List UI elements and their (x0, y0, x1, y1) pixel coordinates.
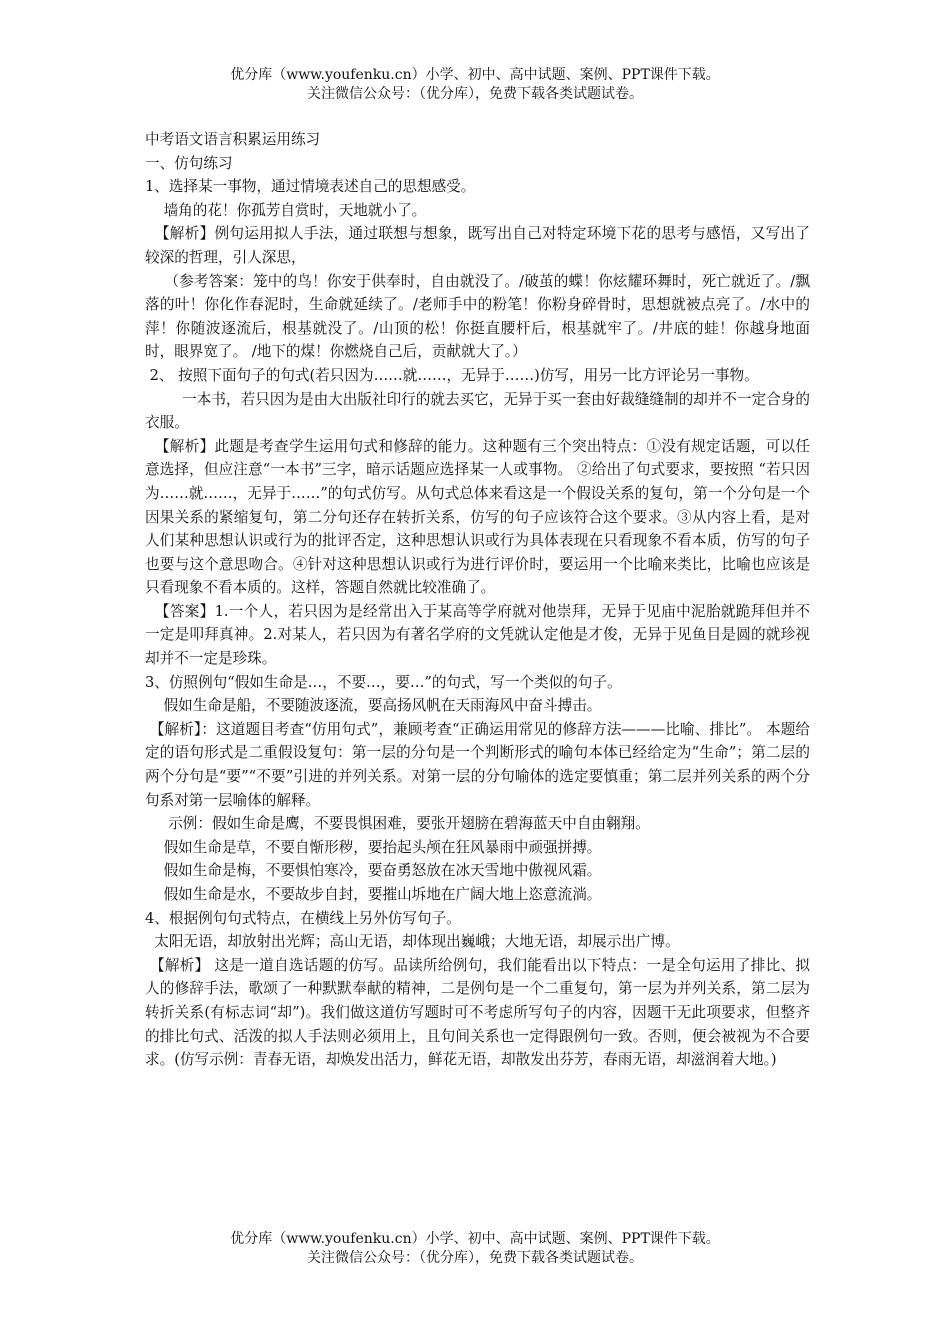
example-sentence: 一本书，若只因为是由大出版社印行的就去买它，无异于买一套由好裁缝缝制的却并不一定合身的衣服。 (145, 390, 810, 432)
page-header (0, 66, 950, 104)
footer-line-1: 优分库（www.youfenku.cn）小学、初中、高中试题、案例、PPT课件下载。 (230, 1231, 720, 1247)
sample-line: 假如生命是梅，不要惧怕寒冷，要奋勇怒放在冰天雪地中傲视风霜。 (145, 862, 602, 880)
answer-paragraph: 【答案】1.一个人，若只因为是经常出入于某高等学府就对他崇拜，无异于见庙中泥胎就跪拜但并不一定是叩拜真神。2.对某人，若只因为有著名学府的文凭就认定他是才俊，无异于见鱼目是圆的就珍视却并不一定是珍珠。 (145, 602, 810, 668)
analysis-paragraph: 【解析】 这是一道自选话题的仿写。品读所给例句，我们能看出以下特点：一是全句运用了排比、拟人的修辞手法，歌颂了一种默默奉献的精神，二是例句是一个二重复句，第一层为并列关系，第二层为转折关系(有标志词“却”)。我们做这道仿写题时可不考虑所写句子的内容，因题干无此项要求，但整齐的排比句式、活泼的拟人手法则必须用上，且句间关系也一定得跟例句一致。否则，便会被视为不合要求。(仿写示例：青春无语，却焕发出活力，鲜花无语，却散发出芬芳，春雨无语，却滋润着大地。) (145, 956, 810, 1069)
reference-answer: （参考答案：笼中的鸟！你安于供奉时，自由就没了。/破茧的蝶！你炫耀环舞时，死亡就近了。/飘落的叶！你化作春泥时，生命就延续了。/老师手中的粉笔！你粉身碎骨时，思想就被点亮了。/水中的萍！你随波逐流后，根基就没了。/山顶的松！你挺直腰杆后，根基就牢了。/井底的蛙！你越身地面时，眼界宽了。 /地下的煤！你燃烧自己后，贡献就大了。） (145, 272, 810, 361)
sample-line: 示例：假如生命是鹰，不要畏惧困难，要张开翅膀在碧海蓝天中自由翱翔。 (145, 815, 650, 833)
page-footer (0, 1230, 950, 1268)
document-body (145, 128, 810, 1072)
question-4: 4、根据例句句式特点，在横线上另外仿写句子。 (145, 909, 461, 927)
question-2: 2、 按照下面句子的句式(若只因为……就……，无异于……)仿写，用另一比方评论另一事物。 (145, 366, 759, 384)
footer-line-2: 关注微信公众号：（优分库），免费下载各类试题试卷。 (307, 1250, 643, 1266)
example-sentence: 墙角的花！你孤芳自赏时，天地就小了。 (145, 201, 427, 219)
question-1: 1、选择某一事物，通过情境表述自己的思想感受。 (145, 178, 476, 196)
section-heading: 一、仿句练习 (145, 154, 233, 172)
header-line-2: 关注微信公众号：（优分库），免费下载各类试题试卷。 (307, 86, 643, 102)
example-sentence: 假如生命是船，不要随波逐流，要高扬风帆在天雨海风中奋斗搏击。 (145, 697, 602, 715)
sample-line: 假如生命是草，不要自惭形秽，要抬起头颅在狂风暴雨中顽强拼搏。 (145, 838, 602, 856)
header-line-1: 优分库（www.youfenku.cn）小学、初中、高中试题、案例、PPT课件下载。 (230, 67, 720, 83)
sample-line: 假如生命是水，不要故步自封，要摧山坼地在广阔大地上恣意流淌。 (145, 886, 602, 903)
question-3: 3、仿照例句“假如生命是…，不要…，要…”的句式，写一个类似的句子。 (145, 673, 622, 691)
document-title: 中考语文语言积累运用练习 (145, 131, 321, 148)
analysis-paragraph: 【解析】：这道题目考查“仿用句式”，兼顾考查“正确运用常见的修辞方法———比喻、排比”。 本题给定的语句形式是二重假设复句：第一层的分句是一个判断形式的喻句本体已经给定为“生命”；第二层的两个分句是“要”“不要”引进的并列关系。对第一层的分句喻体的选定要慎重；第二层并列关系的两个分句系对第一层喻体的解释。 (145, 720, 811, 809)
analysis-paragraph: 【解析】例句运用拟人手法，通过联想与想象，既写出自己对特定环境下花的思考与感悟，又写出了较深的哲理，引人深思， (145, 225, 810, 266)
example-sentence: 太阳无语，却放射出光辉；高山无语，却体现出巍峨；大地无语，却展示出广博。 (145, 933, 680, 951)
analysis-paragraph: 【解析】此题是考查学生运用句式和修辞的能力。这种题有三个突出特点：①没有规定话题，可以任意选择，但应注意“一本书”三字，暗示话题应选择某一人或事物。 ②给出了句式要求，要按照 “若只因为……就……，无异于……”的句式仿写。从句式总体来看这是一个假设关系的复句，第一个分句是一个因果关系的紧缩复句，第二分句还存在转折关系，仿写的句子应该符合这个要求。③从内容上看，是对人们某种思想认识或行为的批评否定，这种思想认识或行为具体表现在只看现象不看本质，仿写的句子也要与这个意思吻合。④针对这种思想认识或行为进行评价时，要运用一个比喻来类比，比喻也应该是只看现象不看本质的。这样，答题自然就比较准确了。 (145, 437, 810, 597)
